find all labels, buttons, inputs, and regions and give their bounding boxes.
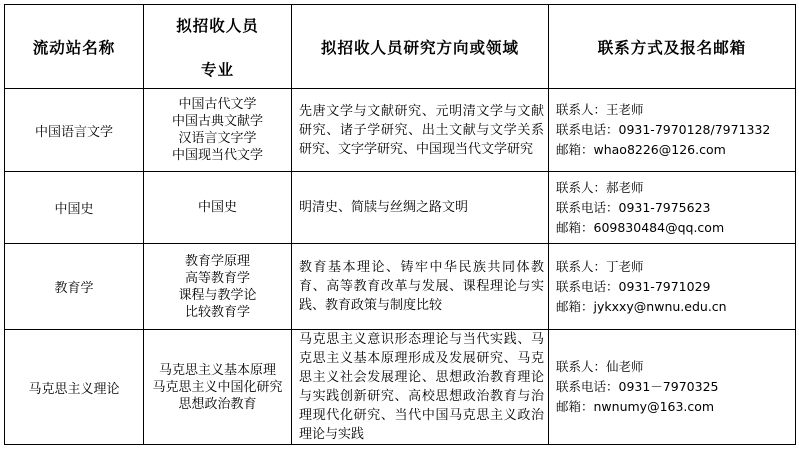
major-list: [144, 172, 292, 244]
recruitment-table: [4, 4, 796, 445]
contact-person: 联系人：仙老师: [556, 359, 644, 374]
table-row: [5, 330, 796, 445]
major-item: 思想政治教育: [178, 396, 257, 412]
contact-phone: 联系电话：0931-7975623: [556, 199, 711, 215]
major-list: [144, 244, 292, 330]
contact-email: 邮箱：nwnumy@163.com: [556, 399, 715, 414]
research-fields: 明清史、简牍与丝绸之路文明: [292, 172, 549, 244]
header-contact: 联系方式及报名邮箱: [549, 5, 796, 89]
header-major-line2: 专业: [200, 59, 234, 79]
contact-phone: 联系电话：0931-7971029: [556, 278, 711, 294]
contact-phone: 联系电话：0931－7970325: [556, 379, 719, 394]
major-item: 马克思主义基本原理: [158, 362, 276, 378]
major-item: 中国史: [197, 200, 237, 215]
station-name: 中国语言文学: [5, 89, 144, 172]
major-list: [144, 89, 292, 172]
contact-email: 邮箱：whao8226@126.com: [556, 142, 726, 157]
station-name: 中国史: [5, 172, 144, 244]
major-item: 课程与教学论: [178, 287, 257, 303]
table-row: [5, 172, 796, 244]
research-fields: 教育基本理论、铸牢中华民族共同体教育、高等教育改革与发展、课程理论与实践、教育政策与制度比较: [292, 244, 549, 330]
header-research: 拟招收人员研究方向或领域: [292, 5, 549, 89]
station-name: 教育学: [5, 244, 144, 330]
major-list: [144, 330, 292, 445]
station-name: 马克思主义理论: [5, 330, 144, 445]
major-item: 比较教育学: [184, 304, 250, 320]
contact-email: 邮箱：609830484@qq.com: [556, 219, 725, 235]
research-fields: 先唐文学与文献研究、元明清文学与文献研究、诸子学研究、出土文献与文学关系研究、文字学研究、中国现当代文学研究: [292, 89, 549, 172]
research-fields: 马克思主义意识形态理论与当代实践、马克思主义基本原理形成及发展研究、马克思主义社会发展理论、思想政治教育理论与实践创新研究、高校思想政治教育与治理现代化研究、当代中国马克思主义政治理论与实践: [292, 330, 549, 445]
contact-info: [549, 172, 796, 244]
contact-person: 联系人：丁老师: [556, 258, 644, 274]
table-row: [5, 89, 796, 172]
table-row: [5, 244, 796, 330]
major-item: 中国古典文献学: [171, 114, 263, 129]
major-item: 高等教育学: [184, 270, 250, 286]
major-item: 教育学原理: [184, 253, 250, 269]
contact-info: [549, 330, 796, 445]
header-station: 流动站名称: [5, 5, 144, 89]
header-row: [5, 5, 796, 89]
contact-phone: 联系电话：0931-7970128/7971332: [556, 122, 771, 137]
header-major-line1: 拟招收人员: [176, 15, 259, 35]
major-item: 中国现当代文学: [171, 148, 263, 163]
contact-email: 邮箱：jykxxy@nwnu.edu.cn: [556, 298, 727, 314]
contact-info: [549, 244, 796, 330]
major-item: 马克思主义中国化研究: [152, 379, 283, 395]
major-item: 中国古代文学: [178, 97, 257, 112]
major-item: 汉语言文字学: [178, 131, 257, 146]
contact-person: 联系人：郝老师: [556, 179, 644, 195]
contact-info: [549, 89, 796, 172]
header-major: [144, 5, 292, 89]
contact-person: 联系人：王老师: [556, 102, 644, 117]
